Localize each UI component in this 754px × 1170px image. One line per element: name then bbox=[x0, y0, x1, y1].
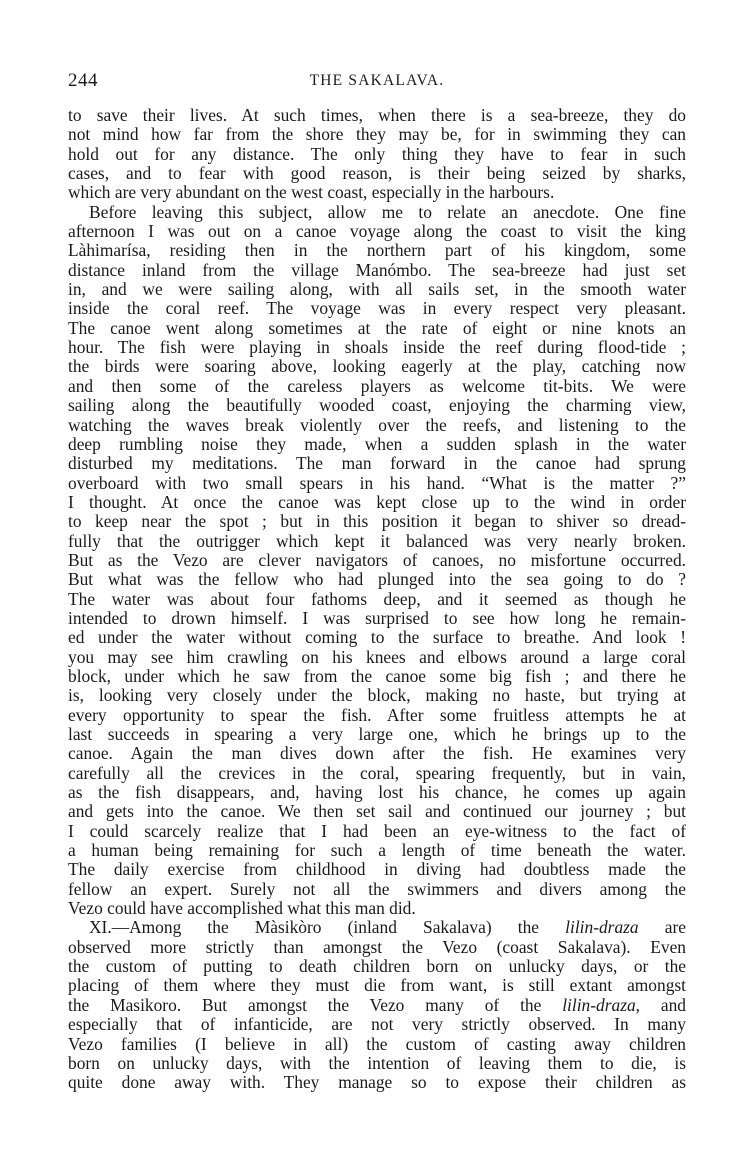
text-line: hold out for any distance. The only thing they have to fear in such bbox=[68, 143, 686, 164]
text-line: ed under the water without coming to the surface to breathe. And look ! bbox=[68, 627, 686, 648]
text-line: a human being remaining for such a length of time beneath the water. bbox=[68, 840, 686, 861]
text-line: the custom of putting to death children born on unlucky days, or the bbox=[68, 956, 686, 977]
running-title: THE SAKALAVA. bbox=[309, 72, 445, 89]
text-line: fully that the outrigger which kept it balanced was very nearly broken. bbox=[68, 530, 686, 551]
text-line: disturbed my meditations. The man forward in the canoe had sprung bbox=[68, 453, 686, 474]
text-line: afternoon I was out on a canoe voyage along the coast to visit the king bbox=[68, 221, 686, 242]
italic-term: lilin-draza bbox=[562, 994, 636, 1015]
text-line: observed more strictly than amongst the Vezo (coast Sakalava). Even bbox=[68, 936, 686, 957]
text-line: last succeeds in spearing a very large one, which he brings up to the bbox=[68, 724, 686, 744]
text-line: as the fish disappears, and, having lost his chance, he comes up again bbox=[68, 782, 686, 803]
text-line: The canoe went along sometimes at the rate of eight or nine knots an bbox=[68, 317, 686, 338]
text-line: Vezo families (I believe in all) the custom of casting away children bbox=[68, 1033, 686, 1054]
text-line: fellow an expert. Surely not all the swimmers and divers among the bbox=[68, 878, 686, 899]
text-line: quite done away with. They manage so to expose their children as bbox=[68, 1072, 686, 1093]
text-line: sailing along the beautifully wooded coast, enjoying the charming view, bbox=[68, 395, 686, 416]
text-line: Làhimarísa, residing then in the northern part of his kingdom, some bbox=[68, 240, 686, 261]
text-line: canoe. Again the man dives down after the fish. He examines very bbox=[68, 743, 686, 764]
text-line: The water was about four fathoms deep, and it seemed as though he bbox=[68, 588, 686, 609]
text-line: and then some of the careless players as welcome tit-bits. We were bbox=[68, 375, 686, 396]
text-run: the Masikoro. But amongst the Vezo many of the bbox=[68, 994, 563, 1015]
text-line: watching the waves break violently over the reefs, and listening to the bbox=[68, 414, 686, 435]
text-line: I could scarcely realize that I had been an eye-witness to the fact of bbox=[68, 820, 686, 841]
text-line: block, under which he saw from the canoe some big fish ; and there he bbox=[68, 665, 686, 686]
text-line: you may see him crawling on his knees and elbows around a large coral bbox=[68, 646, 686, 667]
text-line: Vezo could have accomplished what this man did. bbox=[68, 898, 416, 919]
text-line: I thought. At once the canoe was kept close up to the wind in order bbox=[68, 491, 686, 512]
text-line bbox=[68, 996, 686, 1015]
text-line: to save their lives. At such times, when there is a sea-breeze, they do bbox=[68, 105, 686, 125]
text-line: intended to drown himself. I was surprised to see how long he remain- bbox=[68, 607, 686, 628]
text-line: distance inland from the village Manómbo. The sea-breeze had just set bbox=[68, 259, 686, 280]
body-text bbox=[68, 106, 686, 1093]
text-line: placing of them where they must die from want, is still extant amongst bbox=[68, 975, 686, 996]
text-line: deep rumbling noise they made, when a sudden splash in the water bbox=[68, 433, 686, 454]
text-line: The daily exercise from childhood in diving had doubtless made the bbox=[68, 859, 686, 880]
section-start-line bbox=[68, 918, 686, 937]
text-line: to keep near the spot ; but in this position it began to shiver so dread- bbox=[68, 511, 686, 532]
text-line: born on unlucky days, with the intention of leaving them to die, is bbox=[68, 1052, 686, 1073]
text-line: is, looking very closely under the block, making no haste, but trying at bbox=[68, 685, 686, 706]
running-head bbox=[68, 70, 686, 96]
paragraph-start-line: Before leaving this subject, allow me to relate an anecdote. One fine bbox=[89, 201, 686, 222]
text-line: carefully all the crevices in the coral, spearing frequently, but in vain, bbox=[68, 762, 686, 783]
text-line: and gets into the canoe. We then set sail and continued our journey ; but bbox=[68, 801, 686, 822]
text-line: especially that of infanticide, are not very strictly observed. In many bbox=[68, 1014, 686, 1035]
text-line: hour. The fish were playing in shoals inside the reef during flood-tide ; bbox=[68, 337, 686, 358]
document-page bbox=[68, 70, 686, 1093]
text-line: which are very abundant on the west coast, especially in the harbours. bbox=[68, 182, 555, 203]
text-line: But what was the fellow who had plunged into the sea going to do ? bbox=[68, 569, 686, 590]
text-line: the birds were soaring above, looking eagerly at the play, catching now bbox=[68, 356, 686, 377]
text-line: But as the Vezo are clever navigators of canoes, no misfortune occurred. bbox=[68, 549, 686, 570]
text-run: are bbox=[638, 917, 686, 938]
text-line: inside the coral reef. The voyage was in every respect very pleasant. bbox=[68, 298, 686, 319]
text-line: overboard with two small spears in his hand. “What is the matter ?” bbox=[68, 472, 686, 493]
text-run: XI.—Among the Màsikòro (inland Sakalava) the bbox=[89, 917, 566, 938]
italic-term: lilin-draza bbox=[565, 917, 639, 938]
text-run: , and bbox=[635, 994, 686, 1015]
text-line: not mind how far from the shore they may be, for in swimming they can bbox=[68, 124, 686, 145]
text-line: every opportunity to spear the fish. After some fruitless attempts he at bbox=[68, 704, 686, 725]
text-line: cases, and to fear with good reason, is their being seized by sharks, bbox=[68, 163, 686, 184]
page-number: 244 bbox=[68, 70, 98, 91]
text-line: in, and we were sailing along, with all sails set, in the smooth water bbox=[68, 279, 686, 300]
